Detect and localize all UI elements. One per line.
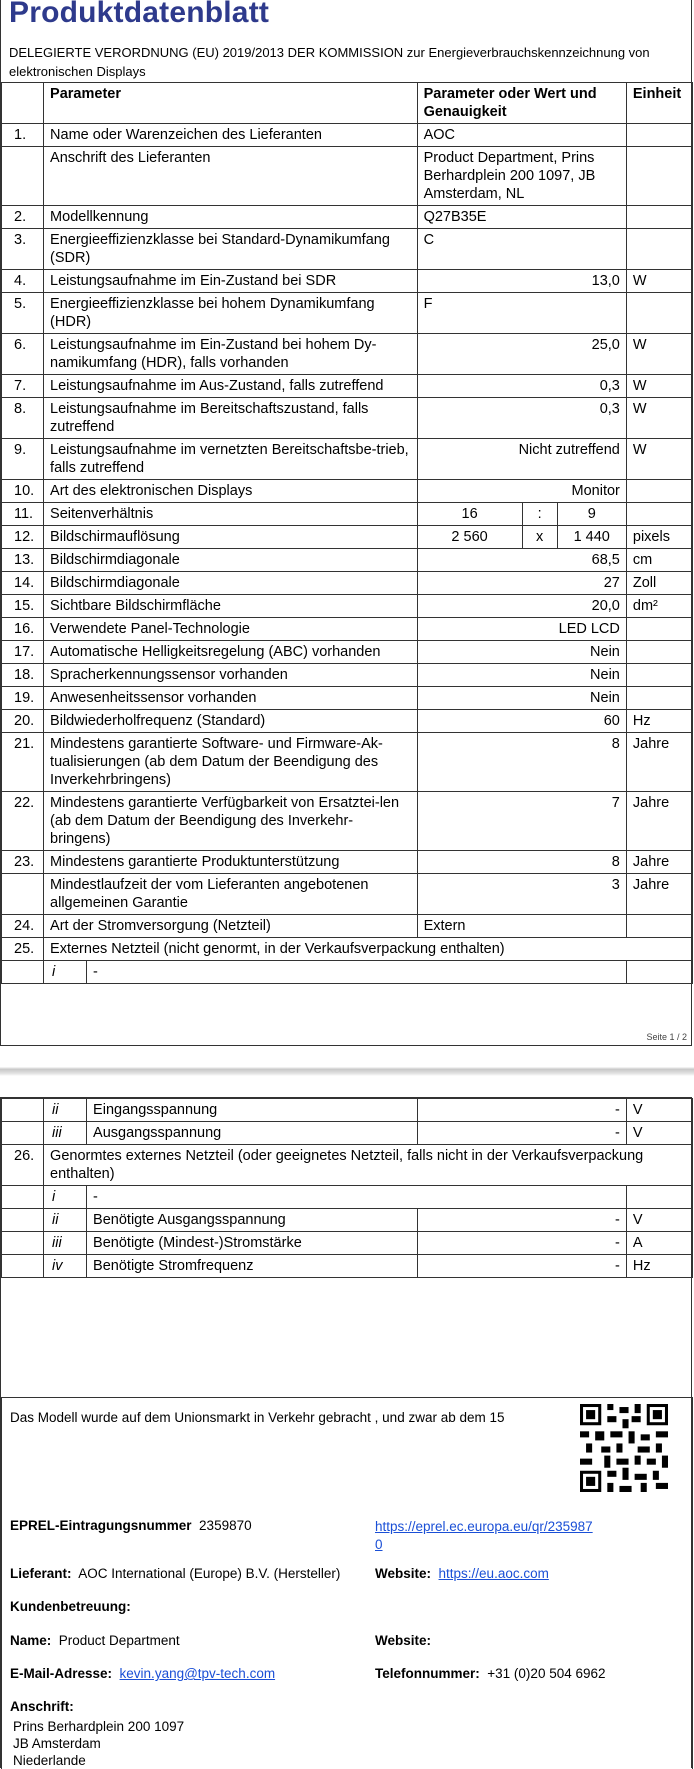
table-row: 4. Leistungsaufnahme im Ein-Zustand bei SDR 13,0 W — [2, 270, 693, 293]
page-title: Produktdatenblatt — [9, 0, 270, 29]
email-link[interactable]: kevin.yang@tpv-tech.com — [119, 1666, 276, 1681]
page-separator — [0, 1050, 694, 1092]
table-row: Anschrift des Lieferanten Product Department, Prins Berhardplein 200 1097, JB Amsterdam, NL — [2, 147, 693, 206]
header-unit: Einheit — [626, 83, 692, 124]
header-parameter: Parameter — [44, 83, 418, 124]
address-block: Prins Berhardplein 200 1097 JB Amsterdam Niederlande — [13, 1719, 185, 1768]
eprel-label: EPREL-Eintragungsnummer 2359870 — [10, 1518, 252, 1533]
customer-support-label: Kundenbetreuung: — [10, 1599, 131, 1614]
table-row-resolution: 12. Bildschirmauflösung 2 560 x 1 440 pixels — [2, 526, 693, 549]
table-row: 8. Leistungsaufnahme im Bereitschaftszustand, falls zutreffend 0,3 W — [2, 398, 693, 439]
table-subrow: ii Eingangsspannung - V — [2, 1099, 693, 1122]
support-website-label: Website: — [375, 1633, 432, 1648]
table-header-row — [2, 83, 693, 124]
eprel-number: 2359870 — [199, 1518, 252, 1533]
supplier-line: Lieferant: AOC International (Europe) B.V. (Hersteller) — [10, 1566, 341, 1581]
table-row-std-psu-i: i - — [2, 1186, 693, 1209]
website-link[interactable]: https://eu.aoc.com — [438, 1566, 549, 1581]
table-row: 6. Leistungsaufnahme im Ein-Zustand bei hohem Dy-namikumfang (HDR), falls vorhanden 25,0 W — [2, 334, 693, 375]
table-row: 7. Leistungsaufnahme im Aus-Zustand, falls zutreffend 0,3 W — [2, 375, 693, 398]
market-date-text: Das Modell wurde auf dem Unionsmarkt in Verkehr gebracht , und zwar ab dem 15 — [10, 1410, 505, 1425]
table-row: 5. Energieeffizienzklasse bei hohem Dynamikumfang (HDR) F — [2, 293, 693, 334]
table-row: 2. Modellkennung Q27B35E — [2, 206, 693, 229]
table-row: 19. Anwesenheitssensor vorhanden Nein — [2, 687, 693, 710]
qr-code-icon[interactable] — [580, 1404, 668, 1492]
table-row: 21. Mindestens garantierte Software- und Firmware-Ak-tualisierungen (ab dem Datum der Beendigung des Inverkehrbringens) 8 Jahre — [2, 733, 693, 792]
contact-name-line: Name: Product Department — [10, 1633, 180, 1648]
table-row: Mindestlaufzeit der vom Lieferanten angebotenen allgemeinen Garantie 3 Jahre — [2, 874, 693, 915]
parameter-table — [1, 82, 693, 984]
table-row: 20. Bildwiederholfrequenz (Standard) 60 Hz — [2, 710, 693, 733]
table-row: 3. Energieeffizienzklasse bei Standard-Dynamikumfang (SDR) C — [2, 229, 693, 270]
table-row: 13. Bildschirmdiagonale 68,5 cm — [2, 549, 693, 572]
table-subrow: iii Ausgangsspannung - V — [2, 1122, 693, 1145]
datasheet-page-2 — [0, 1097, 692, 1768]
table-row: 17. Automatische Helligkeitsregelung (ABC) vorhanden Nein — [2, 641, 693, 664]
table-subrow: ii Benötigte Ausgangsspannung - V — [2, 1209, 693, 1232]
regulation-subtitle: DELEGIERTE VERORDNUNG (EU) 2019/2013 DER KOMMISSION zur Energieverbrauchskennzeichnung von elektronischen Displays — [9, 45, 650, 79]
table-row: 10. Art des elektronischen Displays Monitor — [2, 480, 693, 503]
table-row: 9. Leistungsaufnahme im vernetzten Bereitschaftsbe-trieb, falls zutreffend Nicht zutreffend W — [2, 439, 693, 480]
supplier-info-box — [1, 1397, 693, 1769]
table-row: 18. Spracherkennungssensor vorhanden Nein — [2, 664, 693, 687]
table-row: 15. Sichtbare Bildschirmfläche 20,0 dm² — [2, 595, 693, 618]
page-number: Seite 1 / 2 — [646, 1032, 687, 1042]
table-row-power-supply: 24. Art der Stromversorgung (Netzteil) Extern — [2, 915, 693, 938]
phone-line: Telefonnummer: +31 (0)20 504 6962 — [375, 1666, 606, 1681]
email-line: E-Mail-Adresse: kevin.yang@tpv-tech.com — [10, 1666, 276, 1681]
parameter-table-continued — [1, 1098, 693, 1278]
table-row-aspect: 11. Seitenverhältnis 16 : 9 — [2, 503, 693, 526]
table-row-psu-i: i - — [2, 961, 693, 984]
table-row: 16. Verwendete Panel-Technologie LED LCD — [2, 618, 693, 641]
table-subrow: iv Benötigte Stromfrequenz - Hz — [2, 1255, 693, 1278]
address-label: Anschrift: — [10, 1699, 74, 1714]
table-row-external-psu: 25. Externes Netzteil (nicht genormt, in der Verkaufsverpackung enthalten) — [2, 938, 693, 961]
table-row-standard-psu: 26. Genormtes externes Netzteil (oder geeignetes Netzteil, falls nicht in der Verkaufsverpackung enthalten) — [2, 1145, 693, 1186]
header-value: Parameter oder Wert und Genauigkeit — [417, 83, 626, 124]
table-row: 14. Bildschirmdiagonale 27 Zoll — [2, 572, 693, 595]
table-row: 1. Name oder Warenzeichen des Lieferanten AOC — [2, 124, 693, 147]
table-row: 22. Mindestens garantierte Verfügbarkeit von Ersatztei-len (ab dem Datum der Beendigung des Inverkehr-bringens) 7 Jahre — [2, 792, 693, 851]
supplier-name: AOC International (Europe) B.V. (Hersteller) — [78, 1566, 341, 1581]
website-line: Website: https://eu.aoc.com — [375, 1566, 549, 1581]
table-row: 23. Mindestens garantierte Produktunterstützung 8 Jahre — [2, 851, 693, 874]
eprel-link[interactable]: https://eprel.ec.europa.eu/qr/2359870 — [375, 1519, 593, 1552]
table-subrow: iii Benötigte (Mindest-)Stromstärke - A — [2, 1232, 693, 1255]
